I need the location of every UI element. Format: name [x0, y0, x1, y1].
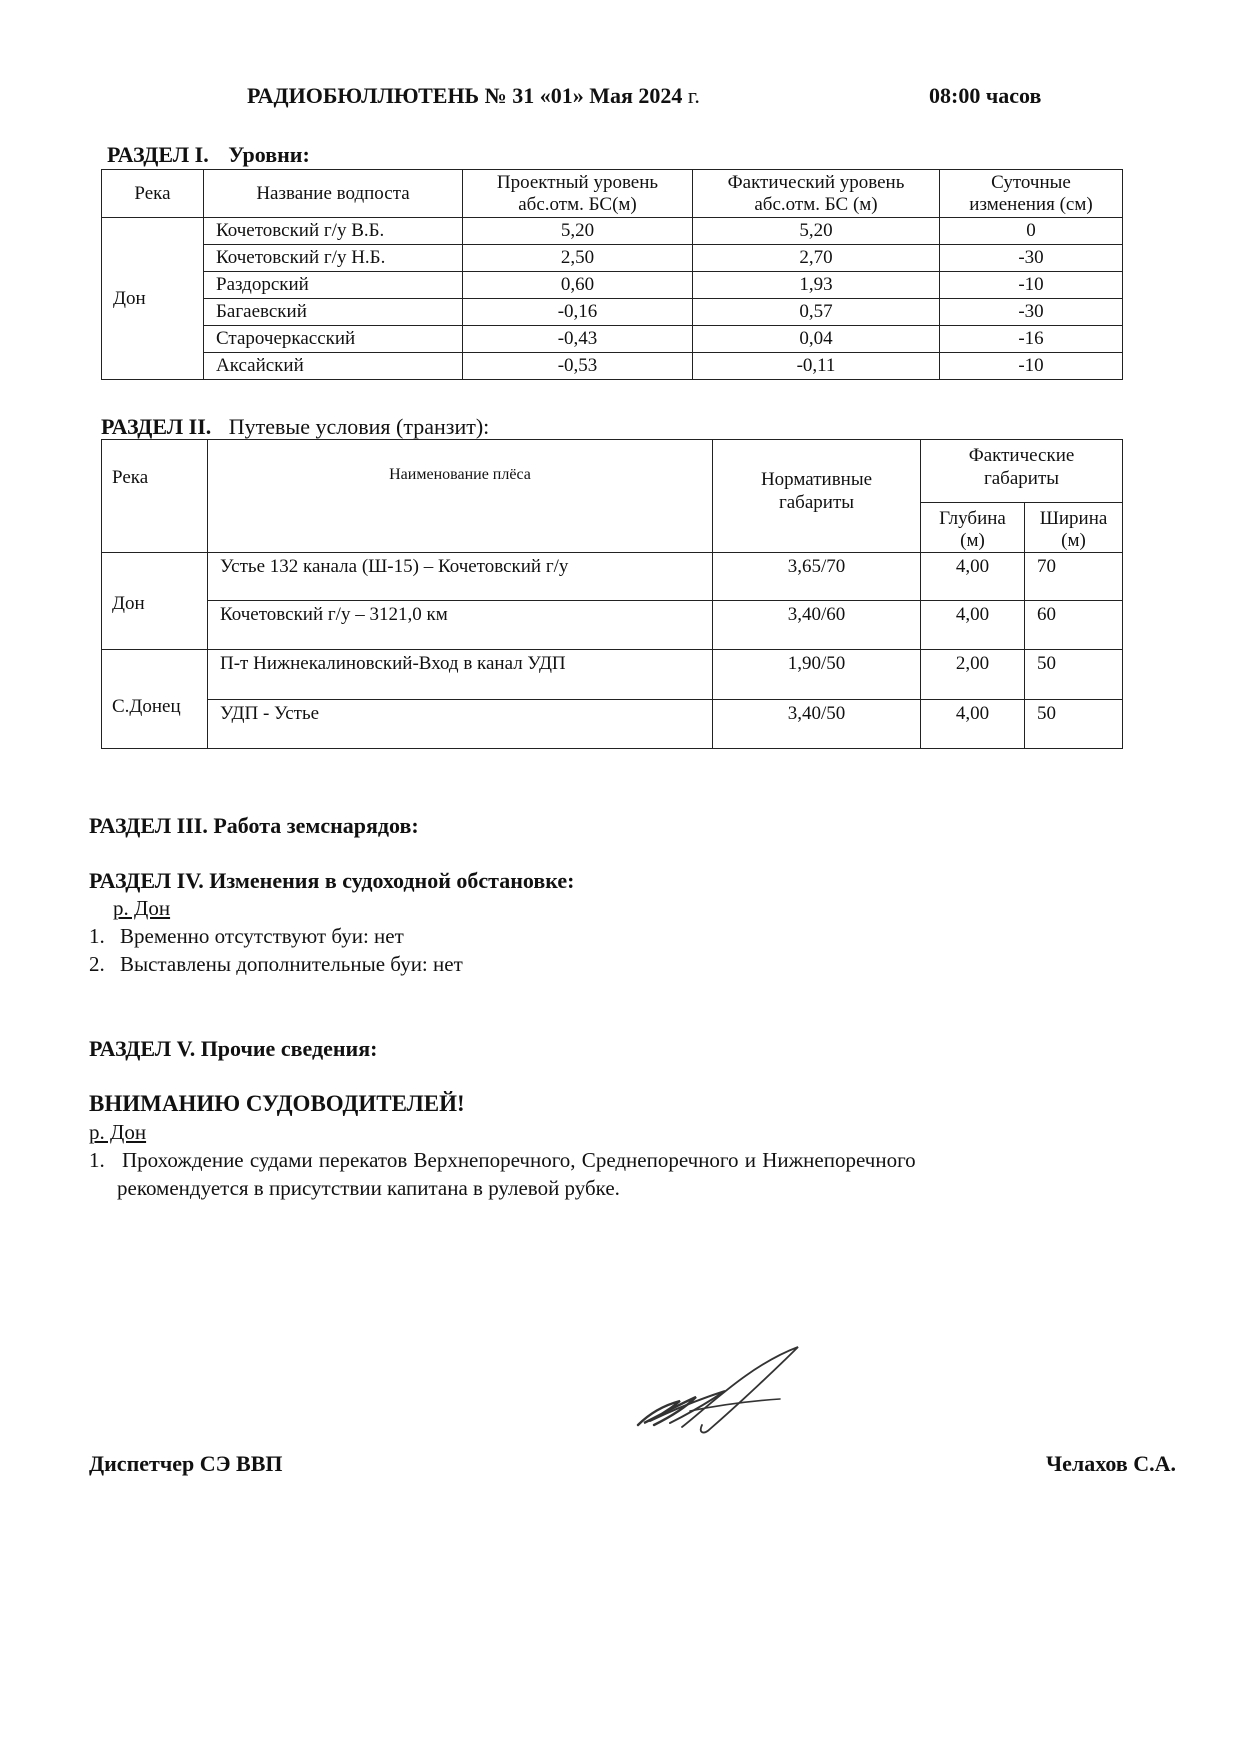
- actual-level-cell: 5,20: [693, 218, 940, 245]
- section4-item-text: Временно отсутствуют буи: нет: [120, 924, 404, 948]
- transit-col-fact: [921, 440, 1123, 503]
- levels-col-actual: [693, 170, 940, 218]
- transit-table: [101, 439, 1123, 749]
- section4-item-text: Выставлены дополнительные буи: нет: [120, 952, 463, 976]
- section2-label: РАЗДЕЛ II.: [101, 414, 212, 439]
- table-row: [102, 601, 1123, 650]
- table-row: [102, 700, 1123, 749]
- transit-col-norm-line2: габариты: [778, 492, 855, 513]
- transit-river-cell: С.Донец: [102, 650, 208, 749]
- transit-col-river: Река: [102, 440, 208, 553]
- station-cell: Кочетовский г/у Н.Б.: [204, 245, 463, 272]
- notice-river: р. Дон: [89, 1120, 147, 1144]
- signatory-position: Диспетчер СЭ ВВП: [89, 1451, 283, 1476]
- table-row: [102, 553, 1123, 601]
- notice-item-continuation: рекомендуется в присутствии капитана в рулевой рубке.: [117, 1176, 620, 1200]
- table-row: [102, 650, 1123, 700]
- transit-col-depth: [921, 503, 1025, 553]
- actual-level-cell: 1,93: [693, 272, 940, 299]
- levels-col-daily-line2: изменения (см): [969, 193, 1093, 215]
- section1-heading: [107, 142, 310, 168]
- transit-col-width: [1025, 503, 1123, 553]
- design-level-cell: -0,53: [463, 353, 693, 380]
- actual-level-cell: 0,57: [693, 299, 940, 326]
- levels-table: [101, 169, 1123, 380]
- transit-river-cell: Дон: [102, 553, 208, 650]
- actual-level-cell: -0,11: [693, 353, 940, 380]
- notice-item-number: 1.: [89, 1148, 105, 1172]
- table-row: [102, 353, 1123, 380]
- daily-change-cell: -16: [940, 326, 1123, 353]
- design-level-cell: 2,50: [463, 245, 693, 272]
- reach-cell: Кочетовский г/у – 3121,0 км: [208, 601, 713, 650]
- daily-change-cell: -10: [940, 272, 1123, 299]
- norm-cell: 3,65/70: [713, 553, 921, 601]
- section4-heading: РАЗДЕЛ IV. Изменения в судоходной обстановке:: [89, 868, 575, 893]
- daily-change-cell: -30: [940, 245, 1123, 272]
- station-cell: Аксайский: [204, 353, 463, 380]
- notice-item-line1: Прохождение судами перекатов Верхнепоречного, Среднепоречного и Нижнепоречного: [122, 1148, 916, 1172]
- section4-item-number: 2.: [89, 952, 105, 976]
- bulletin-title: [247, 83, 700, 109]
- table-row: [102, 326, 1123, 353]
- depth-cell: 4,00: [921, 553, 1025, 601]
- actual-level-cell: 0,04: [693, 326, 940, 353]
- levels-col-station: Название водпоста: [204, 170, 463, 218]
- levels-header-row: [102, 170, 1123, 218]
- bulletin-title-suffix: г.: [687, 83, 700, 108]
- table-row: [102, 245, 1123, 272]
- daily-change-cell: -30: [940, 299, 1123, 326]
- design-level-cell: 0,60: [463, 272, 693, 299]
- depth-cell: 4,00: [921, 601, 1025, 650]
- transit-col-fact-line2: габариты: [983, 468, 1060, 489]
- station-cell: Старочеркасский: [204, 326, 463, 353]
- transit-col-norm: [713, 440, 921, 553]
- depth-cell: 4,00: [921, 700, 1025, 749]
- section4-item: [89, 922, 404, 950]
- depth-cell: 2,00: [921, 650, 1025, 700]
- transit-col-depth-line1: Глубина: [939, 508, 1006, 529]
- reach-cell: П-т Нижнекалиновский-Вход в канал УДП: [208, 650, 713, 700]
- notice-heading: ВНИМАНИЮ СУДОВОДИТЕЛЕЙ!: [89, 1091, 465, 1116]
- levels-col-design-line2: абс.отм. БС(м): [518, 193, 637, 215]
- levels-col-design: [463, 170, 693, 218]
- table-row: [102, 218, 1123, 245]
- actual-level-cell: 2,70: [693, 245, 940, 272]
- bulletin-title-text: РАДИОБЮЛЛЮТЕНЬ № 31 «01» Мая 2024: [247, 83, 683, 108]
- design-level-cell: 5,20: [463, 218, 693, 245]
- section1-title: Уровни:: [228, 142, 310, 167]
- levels-col-actual-line2: абс.отм. БС (м): [754, 193, 878, 215]
- levels-col-daily-line1: Суточные: [991, 171, 1071, 193]
- norm-cell: 3,40/50: [713, 700, 921, 749]
- transit-col-fact-line1: Фактические: [968, 445, 1075, 466]
- transit-col-width-line2: (м): [1061, 530, 1086, 551]
- section2-heading: [101, 414, 489, 440]
- width-cell: 60: [1025, 601, 1123, 650]
- design-level-cell: -0,16: [463, 299, 693, 326]
- section1-label: РАЗДЕЛ I.: [107, 142, 209, 167]
- section4-item-number: 1.: [89, 924, 105, 948]
- signature-image: [630, 1325, 830, 1455]
- notice-item: [89, 1146, 1179, 1174]
- width-cell: 50: [1025, 650, 1123, 700]
- design-level-cell: -0,43: [463, 326, 693, 353]
- station-cell: Раздорский: [204, 272, 463, 299]
- station-cell: Кочетовский г/у В.Б.: [204, 218, 463, 245]
- table-row: [102, 299, 1123, 326]
- levels-col-river: Река: [102, 170, 204, 218]
- signatory-name: Челахов С.А.: [1045, 1451, 1176, 1476]
- section2-title: Путевые условия (транзит):: [228, 414, 490, 439]
- station-cell: Багаевский: [204, 299, 463, 326]
- width-cell: 50: [1025, 700, 1123, 749]
- section4-river: р. Дон: [113, 896, 171, 920]
- bulletin-time: 08:00 часов: [929, 83, 1042, 108]
- transit-col-reach: Наименование плёса: [208, 440, 713, 553]
- norm-cell: 3,40/60: [713, 601, 921, 650]
- levels-col-daily: [940, 170, 1123, 218]
- transit-col-norm-line1: Нормативные: [760, 469, 873, 490]
- daily-change-cell: 0: [940, 218, 1123, 245]
- table-row: [102, 272, 1123, 299]
- daily-change-cell: -10: [940, 353, 1123, 380]
- transit-col-width-line1: Ширина: [1039, 508, 1108, 529]
- transit-col-depth-line2: (м): [960, 530, 985, 551]
- norm-cell: 1,90/50: [713, 650, 921, 700]
- levels-col-actual-line1: Фактический уровень: [727, 171, 905, 193]
- levels-river-cell: Дон: [102, 218, 204, 380]
- section5-heading: РАЗДЕЛ V. Прочие сведения:: [89, 1036, 378, 1061]
- reach-cell: УДП - Устье: [208, 700, 713, 749]
- transit-header-row: [102, 440, 1123, 503]
- section3-heading: РАЗДЕЛ III. Работа земснарядов:: [89, 813, 419, 838]
- section4-item: [89, 950, 463, 978]
- levels-col-design-line1: Проектный уровень: [496, 171, 659, 193]
- width-cell: 70: [1025, 553, 1123, 601]
- reach-cell: Устье 132 канала (Ш-15) – Кочетовский г/у: [208, 553, 713, 601]
